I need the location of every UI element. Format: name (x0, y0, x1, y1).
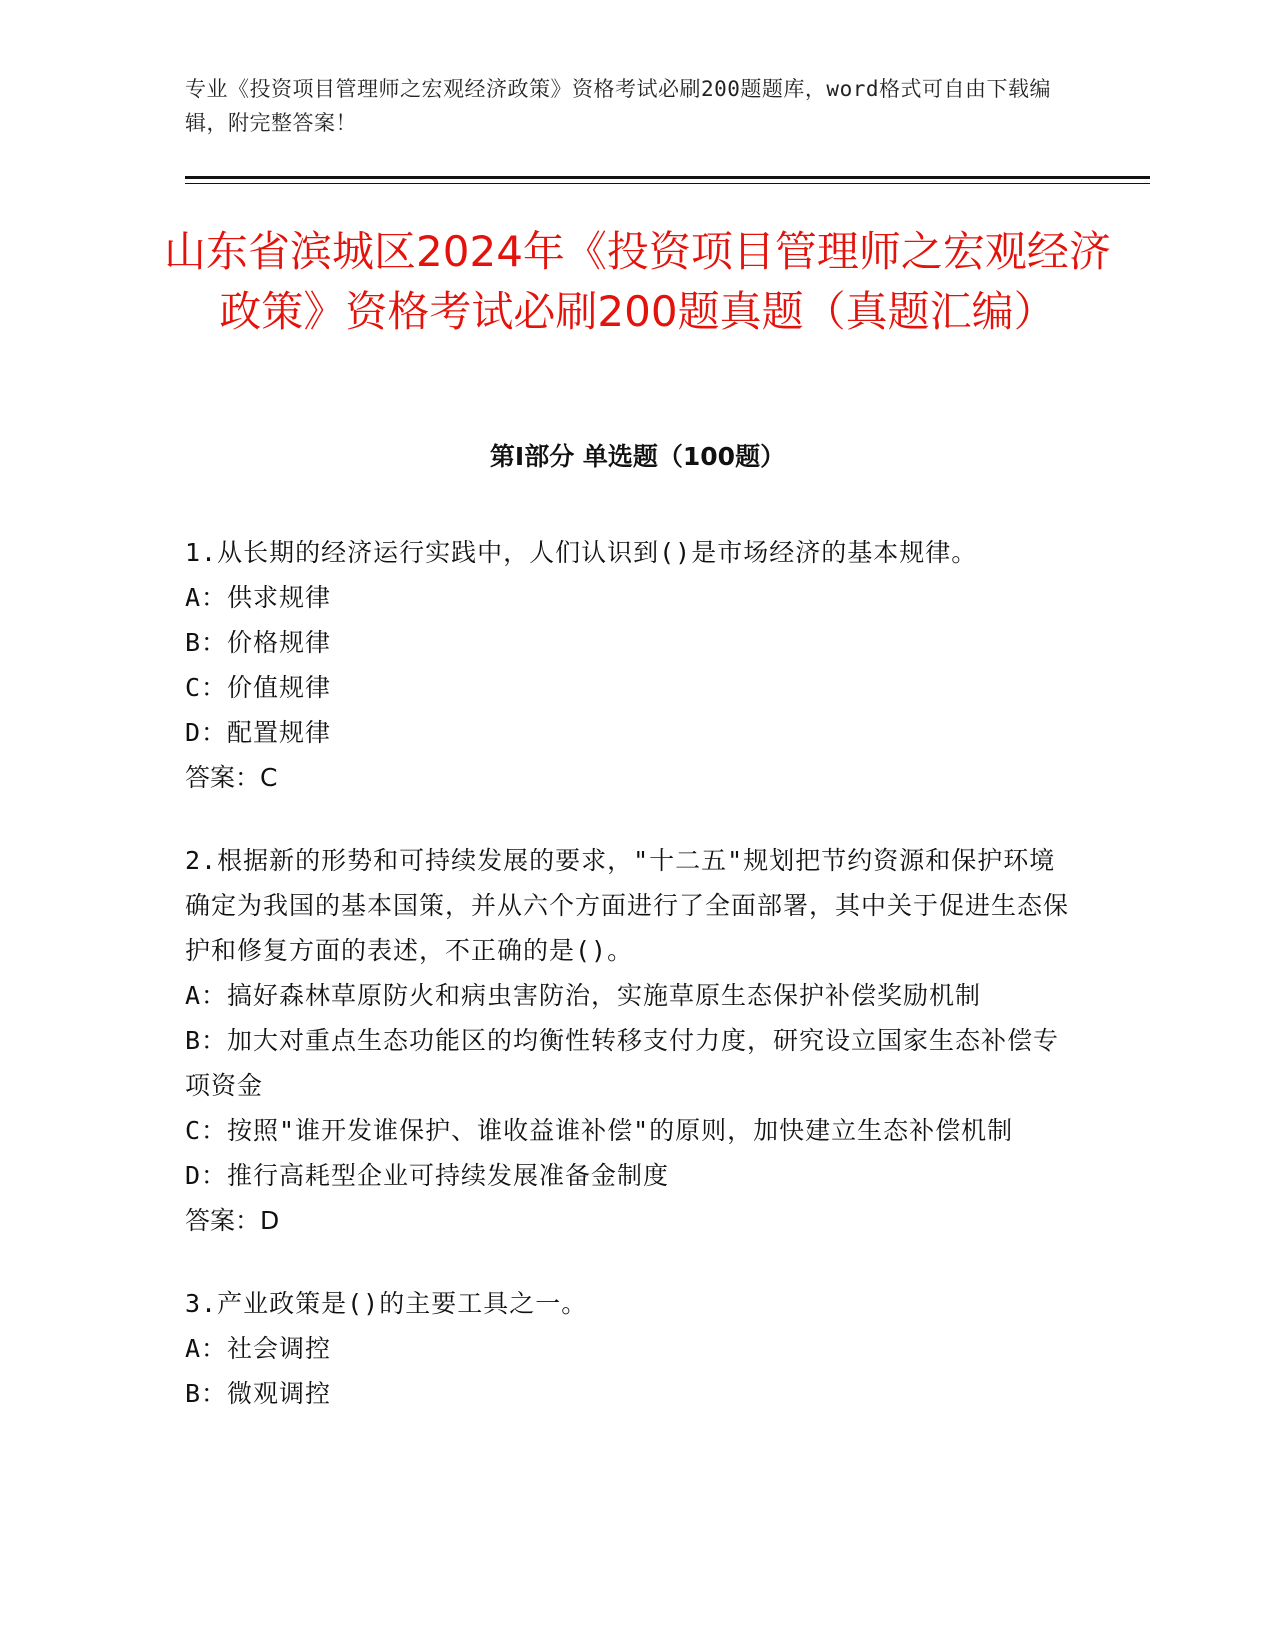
option-b: B：价格规律 (185, 628, 332, 657)
answer: 答案：D (185, 1206, 280, 1235)
header-note: 专业《投资项目管理师之宏观经济政策》资格考试必刷200题题库，word格式可自由下载编辑，附完整答案！ (185, 77, 1051, 135)
option-a: A：搞好森林草原防火和病虫害防治，实施草原生态保护补偿奖励机制 (185, 981, 982, 1010)
answer: 答案：C (185, 763, 278, 792)
header-divider-thick (185, 176, 1150, 179)
section-title: 第Ⅰ部分 单选题（100题） (489, 442, 786, 471)
question-1 (185, 530, 1075, 800)
question-3 (185, 1281, 1075, 1416)
option-d: D：推行高耗型企业可持续发展准备金制度 (185, 1161, 670, 1190)
header-divider-thin (185, 183, 1150, 184)
option-b: B：加大对重点生态功能区的均衡性转移支付力度，研究设立国家生态补偿专项资金 (185, 1026, 1060, 1100)
option-b: B：微观调控 (185, 1379, 332, 1408)
document-title: 山东省滨城区2024年《投资项目管理师之宏观经济政策》资格考试必刷200题真题（真题汇编） (164, 227, 1111, 336)
question-stem: 3.产业政策是()的主要工具之一。 (185, 1289, 588, 1318)
option-a: A：社会调控 (185, 1334, 332, 1363)
question-stem: 1.从长期的经济运行实践中，人们认识到()是市场经济的基本规律。 (185, 538, 978, 567)
option-c: C：按照"谁开发谁保护、谁收益谁补偿"的原则，加快建立生态补偿机制 (185, 1116, 1014, 1145)
option-a: A：供求规律 (185, 583, 332, 612)
option-c: C：价值规律 (185, 673, 332, 702)
option-d: D：配置规律 (185, 718, 332, 747)
question-stem: 2.根据新的形势和可持续发展的要求，"十二五"规划把节约资源和保护环境确定为我国的基本国策，并从六个方面进行了全面部署，其中关于促进生态保护和修复方面的表述，不正确的是()。 (185, 846, 1070, 965)
question-list (185, 530, 1075, 1454)
question-2 (185, 838, 1075, 1243)
